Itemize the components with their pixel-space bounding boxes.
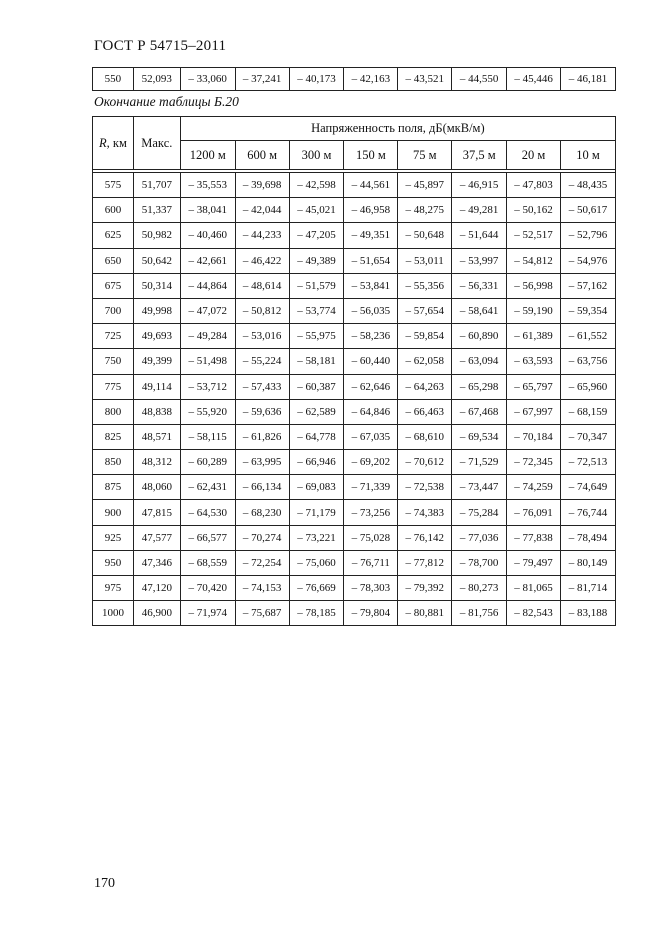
field-strength-cell: – 73,221 bbox=[289, 525, 344, 550]
field-strength-cell: – 76,669 bbox=[289, 576, 344, 601]
field-strength-cell: – 76,711 bbox=[344, 550, 398, 575]
table-row bbox=[93, 173, 616, 198]
table-row bbox=[93, 273, 616, 298]
max-cell: 50,982 bbox=[133, 223, 180, 248]
field-strength-cell: – 64,778 bbox=[289, 424, 344, 449]
field-strength-cell: – 76,142 bbox=[398, 525, 452, 550]
max-cell: 48,312 bbox=[133, 450, 180, 475]
field-strength-cell: – 74,259 bbox=[507, 475, 561, 500]
table-cell: 550 bbox=[93, 68, 134, 91]
field-strength-cell: – 68,610 bbox=[398, 424, 452, 449]
distance-cell: 925 bbox=[93, 525, 134, 550]
field-strength-cell: – 58,181 bbox=[289, 349, 344, 374]
field-strength-cell: – 70,274 bbox=[235, 525, 289, 550]
table-cell: – 42,163 bbox=[344, 68, 398, 91]
field-strength-cell: – 50,812 bbox=[235, 298, 289, 323]
max-cell: 50,314 bbox=[133, 273, 180, 298]
field-strength-cell: – 76,744 bbox=[561, 500, 616, 525]
field-strength-cell: – 82,543 bbox=[507, 601, 561, 626]
field-strength-cell: – 67,035 bbox=[344, 424, 398, 449]
table-row bbox=[93, 349, 616, 374]
field-strength-cell: – 48,614 bbox=[235, 273, 289, 298]
field-strength-cell: – 61,552 bbox=[561, 324, 616, 349]
distance-cell: 600 bbox=[93, 198, 134, 223]
table-row bbox=[93, 68, 616, 91]
column-header-height: 20 м bbox=[507, 141, 561, 170]
field-strength-cell: – 77,838 bbox=[507, 525, 561, 550]
table-cell: – 43,521 bbox=[398, 68, 452, 91]
column-group-header: Напряженность поля, дБ(мкВ/м) bbox=[180, 117, 615, 141]
document-header: ГОСТ Р 54715–2011 bbox=[94, 38, 227, 54]
field-strength-cell: – 67,997 bbox=[507, 399, 561, 424]
field-strength-cell: – 78,303 bbox=[344, 576, 398, 601]
field-strength-cell: – 51,644 bbox=[452, 223, 507, 248]
field-strength-cell: – 63,094 bbox=[452, 349, 507, 374]
column-header-max: Макс. bbox=[133, 117, 180, 170]
field-strength-cell: – 44,864 bbox=[180, 273, 235, 298]
field-strength-cell: – 63,756 bbox=[561, 349, 616, 374]
field-strength-cell: – 44,233 bbox=[235, 223, 289, 248]
table-row bbox=[93, 198, 616, 223]
field-strength-cell: – 48,435 bbox=[561, 173, 616, 198]
field-strength-cell: – 66,134 bbox=[235, 475, 289, 500]
field-strength-cell: – 54,812 bbox=[507, 248, 561, 273]
field-strength-cell: – 52,517 bbox=[507, 223, 561, 248]
field-strength-cell: – 71,974 bbox=[180, 601, 235, 626]
field-strength-cell: – 49,389 bbox=[289, 248, 344, 273]
field-strength-cell: – 59,854 bbox=[398, 324, 452, 349]
field-strength-cell: – 58,641 bbox=[452, 298, 507, 323]
field-strength-cell: – 67,468 bbox=[452, 399, 507, 424]
max-cell: 47,346 bbox=[133, 550, 180, 575]
field-strength-cell: – 57,162 bbox=[561, 273, 616, 298]
table-cell: – 37,241 bbox=[235, 68, 289, 91]
field-strength-cell: – 75,060 bbox=[289, 550, 344, 575]
max-cell: 51,337 bbox=[133, 198, 180, 223]
table-cell: – 40,173 bbox=[289, 68, 344, 91]
field-strength-cell: – 42,598 bbox=[289, 173, 344, 198]
field-strength-cell: – 50,648 bbox=[398, 223, 452, 248]
table-row bbox=[93, 525, 616, 550]
field-strength-cell: – 72,538 bbox=[398, 475, 452, 500]
field-strength-cell: – 40,460 bbox=[180, 223, 235, 248]
field-strength-cell: – 74,153 bbox=[235, 576, 289, 601]
field-strength-cell: – 62,589 bbox=[289, 399, 344, 424]
field-strength-cell: – 79,804 bbox=[344, 601, 398, 626]
field-strength-cell: – 69,534 bbox=[452, 424, 507, 449]
table-row bbox=[93, 324, 616, 349]
field-strength-cell: – 69,202 bbox=[344, 450, 398, 475]
distance-cell: 750 bbox=[93, 349, 134, 374]
field-strength-cell: – 78,185 bbox=[289, 601, 344, 626]
table-row bbox=[93, 576, 616, 601]
field-strength-cell: – 53,774 bbox=[289, 298, 344, 323]
field-strength-cell: – 73,256 bbox=[344, 500, 398, 525]
field-strength-cell: – 60,289 bbox=[180, 450, 235, 475]
field-strength-cell: – 53,712 bbox=[180, 374, 235, 399]
field-strength-cell: – 49,281 bbox=[452, 198, 507, 223]
field-strength-cell: – 79,497 bbox=[507, 550, 561, 575]
field-strength-cell: – 50,617 bbox=[561, 198, 616, 223]
table-row bbox=[93, 298, 616, 323]
field-strength-cell: – 54,976 bbox=[561, 248, 616, 273]
max-cell: 49,114 bbox=[133, 374, 180, 399]
field-strength-cell: – 66,463 bbox=[398, 399, 452, 424]
distance-cell: 675 bbox=[93, 273, 134, 298]
field-strength-cell: – 74,649 bbox=[561, 475, 616, 500]
field-strength-cell: – 52,796 bbox=[561, 223, 616, 248]
field-strength-cell: – 62,058 bbox=[398, 349, 452, 374]
field-strength-cell: – 59,190 bbox=[507, 298, 561, 323]
field-strength-cell: – 35,553 bbox=[180, 173, 235, 198]
field-strength-cell: – 79,392 bbox=[398, 576, 452, 601]
table-row bbox=[93, 450, 616, 475]
distance-cell: 875 bbox=[93, 475, 134, 500]
distance-cell: 1000 bbox=[93, 601, 134, 626]
table-row bbox=[93, 399, 616, 424]
field-strength-cell: – 80,149 bbox=[561, 550, 616, 575]
field-strength-cell: – 75,687 bbox=[235, 601, 289, 626]
field-strength-cell: – 60,890 bbox=[452, 324, 507, 349]
field-strength-cell: – 64,846 bbox=[344, 399, 398, 424]
field-strength-cell: – 51,654 bbox=[344, 248, 398, 273]
field-strength-cell: – 45,021 bbox=[289, 198, 344, 223]
field-strength-cell: – 81,714 bbox=[561, 576, 616, 601]
field-strength-cell: – 83,188 bbox=[561, 601, 616, 626]
table-row bbox=[93, 601, 616, 626]
field-strength-cell: – 45,897 bbox=[398, 173, 452, 198]
field-strength-cell: – 51,579 bbox=[289, 273, 344, 298]
column-header-height: 75 м bbox=[398, 141, 452, 170]
field-strength-cell: – 63,593 bbox=[507, 349, 561, 374]
field-strength-cell: – 47,205 bbox=[289, 223, 344, 248]
distance-cell: 975 bbox=[93, 576, 134, 601]
max-cell: 49,399 bbox=[133, 349, 180, 374]
page-number: 170 bbox=[94, 876, 115, 891]
field-strength-cell: – 42,044 bbox=[235, 198, 289, 223]
data-table bbox=[92, 116, 616, 626]
header-row bbox=[93, 117, 616, 141]
field-strength-cell: – 70,184 bbox=[507, 424, 561, 449]
field-strength-cell: – 53,997 bbox=[452, 248, 507, 273]
field-strength-cell: – 39,698 bbox=[235, 173, 289, 198]
field-strength-cell: – 65,797 bbox=[507, 374, 561, 399]
max-cell: 48,571 bbox=[133, 424, 180, 449]
field-strength-cell: – 68,559 bbox=[180, 550, 235, 575]
table-row bbox=[93, 374, 616, 399]
field-strength-cell: – 59,354 bbox=[561, 298, 616, 323]
max-cell: 50,642 bbox=[133, 248, 180, 273]
distance-cell: 950 bbox=[93, 550, 134, 575]
field-strength-cell: – 71,529 bbox=[452, 450, 507, 475]
distance-cell: 625 bbox=[93, 223, 134, 248]
field-strength-cell: – 68,230 bbox=[235, 500, 289, 525]
column-header-height: 10 м bbox=[561, 141, 616, 170]
field-strength-cell: – 49,351 bbox=[344, 223, 398, 248]
max-cell: 46,900 bbox=[133, 601, 180, 626]
column-header-height: 1200 м bbox=[180, 141, 235, 170]
field-strength-cell: – 53,841 bbox=[344, 273, 398, 298]
table-header bbox=[93, 117, 616, 170]
table-body bbox=[93, 170, 616, 626]
field-strength-cell: – 61,389 bbox=[507, 324, 561, 349]
field-strength-cell: – 46,422 bbox=[235, 248, 289, 273]
table-row bbox=[93, 248, 616, 273]
field-strength-cell: – 72,254 bbox=[235, 550, 289, 575]
field-strength-cell: – 56,331 bbox=[452, 273, 507, 298]
field-strength-cell: – 55,224 bbox=[235, 349, 289, 374]
field-strength-cell: – 66,577 bbox=[180, 525, 235, 550]
continued-table-row bbox=[92, 67, 616, 91]
field-strength-cell: – 58,236 bbox=[344, 324, 398, 349]
table-row bbox=[93, 223, 616, 248]
field-strength-cell: – 78,494 bbox=[561, 525, 616, 550]
field-strength-cell: – 80,273 bbox=[452, 576, 507, 601]
distance-cell: 850 bbox=[93, 450, 134, 475]
table-row bbox=[93, 550, 616, 575]
field-strength-cell: – 42,661 bbox=[180, 248, 235, 273]
field-strength-cell: – 77,036 bbox=[452, 525, 507, 550]
column-header-distance bbox=[93, 117, 134, 170]
column-header-height: 37,5 м bbox=[452, 141, 507, 170]
column-header-height: 300 м bbox=[289, 141, 344, 170]
table-cell: – 33,060 bbox=[180, 68, 235, 91]
field-strength-cell: – 66,946 bbox=[289, 450, 344, 475]
max-cell: 47,815 bbox=[133, 500, 180, 525]
field-strength-cell: – 64,263 bbox=[398, 374, 452, 399]
distance-cell: 700 bbox=[93, 298, 134, 323]
column-header-height: 150 м bbox=[344, 141, 398, 170]
field-strength-cell: – 44,561 bbox=[344, 173, 398, 198]
field-strength-cell: – 78,700 bbox=[452, 550, 507, 575]
field-strength-cell: – 51,498 bbox=[180, 349, 235, 374]
distance-unit: , км bbox=[106, 135, 127, 150]
field-strength-cell: – 75,028 bbox=[344, 525, 398, 550]
table-cell: – 45,446 bbox=[507, 68, 561, 91]
field-strength-cell: – 53,016 bbox=[235, 324, 289, 349]
field-strength-cell: – 56,035 bbox=[344, 298, 398, 323]
field-strength-cell: – 81,065 bbox=[507, 576, 561, 601]
field-strength-cell: – 72,345 bbox=[507, 450, 561, 475]
field-strength-cell: – 62,646 bbox=[344, 374, 398, 399]
field-strength-cell: – 60,387 bbox=[289, 374, 344, 399]
field-strength-cell: – 75,284 bbox=[452, 500, 507, 525]
field-strength-cell: – 55,975 bbox=[289, 324, 344, 349]
table-row bbox=[93, 424, 616, 449]
field-strength-cell: – 48,275 bbox=[398, 198, 452, 223]
distance-cell: 825 bbox=[93, 424, 134, 449]
field-strength-cell: – 62,431 bbox=[180, 475, 235, 500]
max-cell: 49,693 bbox=[133, 324, 180, 349]
distance-symbol: R bbox=[99, 135, 107, 150]
max-cell: 48,060 bbox=[133, 475, 180, 500]
field-strength-cell: – 47,803 bbox=[507, 173, 561, 198]
field-strength-cell: – 71,339 bbox=[344, 475, 398, 500]
max-cell: 49,998 bbox=[133, 298, 180, 323]
field-strength-cell: – 55,356 bbox=[398, 273, 452, 298]
distance-cell: 775 bbox=[93, 374, 134, 399]
distance-cell: 650 bbox=[93, 248, 134, 273]
field-strength-cell: – 77,812 bbox=[398, 550, 452, 575]
field-strength-cell: – 46,915 bbox=[452, 173, 507, 198]
table-caption: Окончание таблицы Б.20 bbox=[94, 94, 239, 109]
field-strength-cell: – 69,083 bbox=[289, 475, 344, 500]
distance-cell: 575 bbox=[93, 173, 134, 198]
field-strength-cell: – 63,995 bbox=[235, 450, 289, 475]
field-strength-cell: – 72,513 bbox=[561, 450, 616, 475]
field-strength-cell: – 59,636 bbox=[235, 399, 289, 424]
max-cell: 47,120 bbox=[133, 576, 180, 601]
distance-cell: 900 bbox=[93, 500, 134, 525]
field-strength-cell: – 60,440 bbox=[344, 349, 398, 374]
field-strength-cell: – 49,284 bbox=[180, 324, 235, 349]
field-strength-cell: – 68,159 bbox=[561, 399, 616, 424]
field-strength-cell: – 46,958 bbox=[344, 198, 398, 223]
field-strength-cell: – 61,826 bbox=[235, 424, 289, 449]
field-strength-cell: – 76,091 bbox=[507, 500, 561, 525]
column-header-height: 600 м bbox=[235, 141, 289, 170]
field-strength-cell: – 65,960 bbox=[561, 374, 616, 399]
field-strength-cell: – 80,881 bbox=[398, 601, 452, 626]
table-row bbox=[93, 475, 616, 500]
field-strength-cell: – 58,115 bbox=[180, 424, 235, 449]
field-strength-cell: – 64,530 bbox=[180, 500, 235, 525]
field-strength-cell: – 57,654 bbox=[398, 298, 452, 323]
field-strength-cell: – 53,011 bbox=[398, 248, 452, 273]
field-strength-cell: – 65,298 bbox=[452, 374, 507, 399]
field-strength-cell: – 38,041 bbox=[180, 198, 235, 223]
field-strength-cell: – 55,920 bbox=[180, 399, 235, 424]
field-strength-cell: – 50,162 bbox=[507, 198, 561, 223]
max-cell: 48,838 bbox=[133, 399, 180, 424]
field-strength-cell: – 70,420 bbox=[180, 576, 235, 601]
distance-cell: 725 bbox=[93, 324, 134, 349]
field-strength-cell: – 70,612 bbox=[398, 450, 452, 475]
field-strength-cell: – 81,756 bbox=[452, 601, 507, 626]
field-strength-cell: – 57,433 bbox=[235, 374, 289, 399]
field-strength-cell: – 73,447 bbox=[452, 475, 507, 500]
table-cell: 52,093 bbox=[133, 68, 180, 91]
field-strength-cell: – 74,383 bbox=[398, 500, 452, 525]
field-strength-cell: – 70,347 bbox=[561, 424, 616, 449]
table-cell: – 46,181 bbox=[561, 68, 616, 91]
table-row bbox=[93, 500, 616, 525]
distance-cell: 800 bbox=[93, 399, 134, 424]
field-strength-cell: – 71,179 bbox=[289, 500, 344, 525]
table-cell: – 44,550 bbox=[452, 68, 507, 91]
field-strength-cell: – 47,072 bbox=[180, 298, 235, 323]
field-strength-cell: – 56,998 bbox=[507, 273, 561, 298]
max-cell: 51,707 bbox=[133, 173, 180, 198]
max-cell: 47,577 bbox=[133, 525, 180, 550]
